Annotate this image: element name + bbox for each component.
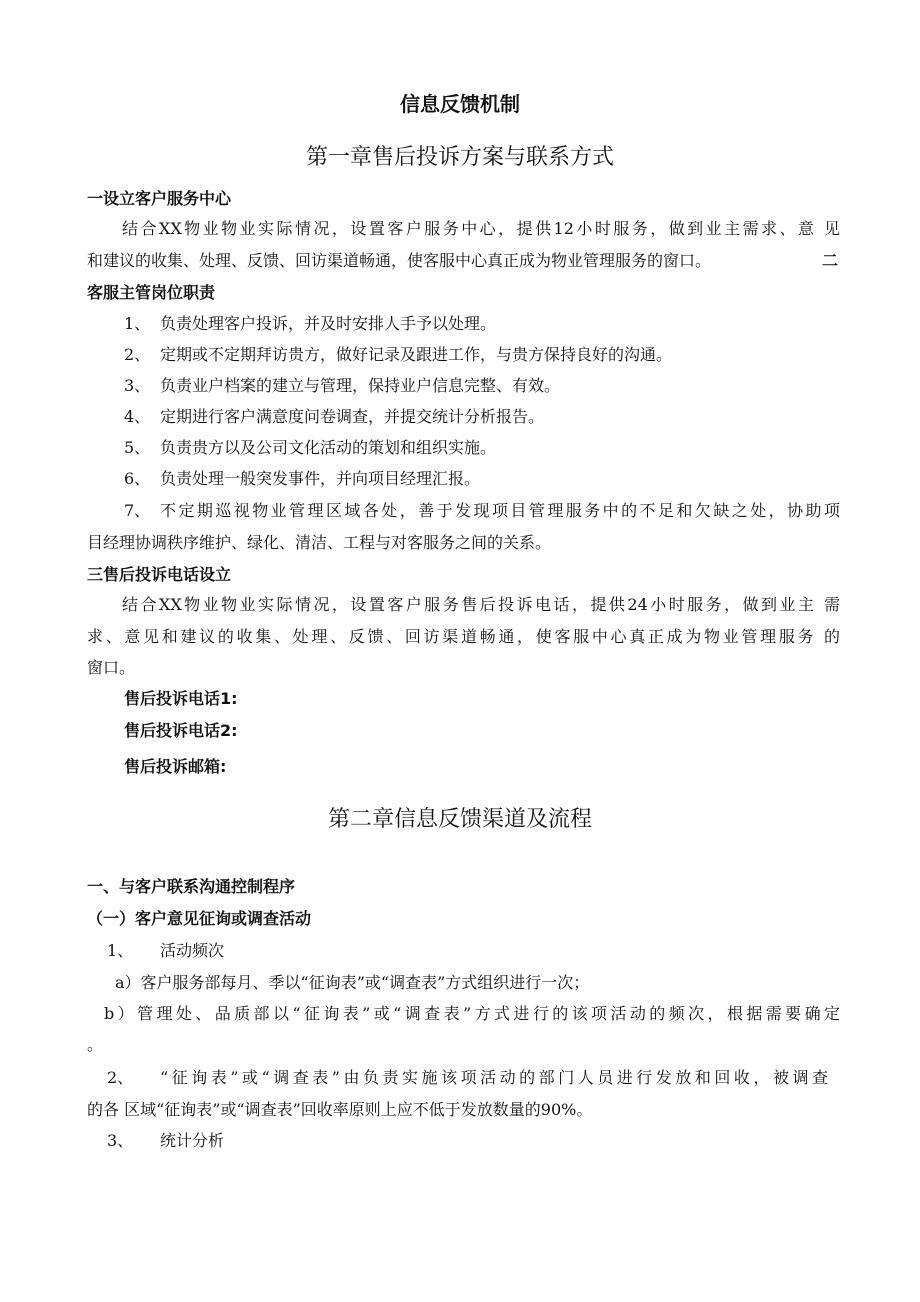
- list-item: 负责业户档案的建立与管理，保持业户信息完整、有效。: [160, 376, 561, 395]
- section3-heading: 三售后投诉电话设立: [87, 565, 232, 584]
- step-number: 1、: [107, 941, 134, 960]
- section3-para-line2: 求、意见和建议的收集、处理、反馈、回访渠道畅通，使客服中心真正成为物业管理服务 的: [87, 627, 840, 646]
- complaint-phone-1-label: 售后投诉电话1:: [124, 689, 238, 708]
- chapter2-sub1-heading: （一）客户意见征询或调查活动: [87, 909, 312, 928]
- step-text: 统计分析: [160, 1131, 225, 1150]
- list-item-number: 6、: [124, 469, 151, 488]
- step-number: 3、: [107, 1131, 134, 1150]
- document-title: 信息反馈机制: [400, 92, 520, 116]
- step2-line2: 的各 区域“征询表”或“调查表”回收率原则上应不低于发放数量的90%。: [87, 1100, 593, 1119]
- chapter1-title: 第一章售后投诉方案与联系方式: [305, 145, 614, 170]
- complaint-email-label: 售后投诉邮箱:: [124, 757, 227, 776]
- list-item-number: 5、: [124, 438, 151, 457]
- section1-para-line2: 和建议的收集、处理、反馈、回访渠道畅通，使客服中心真正成为物业管理服务的窗口。: [87, 251, 712, 270]
- step1-a: a）客户服务部每月、季以“征询表”或“调查表”方式组织进行一次；: [115, 973, 590, 992]
- list-item: 负责贵方以及公司文化活动的策划和组织实施。: [160, 438, 497, 457]
- list-item: 定期进行客户满意度问卷调查，并提交统计分析报告。: [160, 407, 545, 426]
- section2-number: 二: [822, 251, 839, 270]
- step-text: “征询表”或“调查表”由负责实施该项活动的部门人员进行发放和回收，被调查: [160, 1068, 828, 1087]
- list-item-number: 2、: [124, 345, 151, 364]
- list-item: 定期或不定期拜访贵方，做好记录及跟进工作，与贵方保持良好的沟通。: [160, 345, 673, 364]
- step-text: 活动频次: [160, 941, 225, 960]
- complaint-phone-2-label: 售后投诉电话2:: [124, 721, 238, 740]
- list-item-number: 4、: [124, 407, 151, 426]
- list-item-number: 3、: [124, 376, 151, 395]
- section1-heading: 一设立客户服务中心: [87, 189, 232, 208]
- list-item-number: 1、: [124, 314, 151, 333]
- section3-para-line1: 结合XX物业物业实际情况，设置客户服务售后投诉电话，提供24小时服务，做到业主 需: [122, 595, 840, 614]
- chapter2-section1-heading: 一、与客户联系沟通控制程序: [87, 877, 296, 896]
- list-item: 负责处理客户投诉，并及时安排人手予以处理。: [160, 314, 497, 333]
- step1-b-line2: 。: [87, 1035, 104, 1054]
- section3-para-line3: 窗口。: [87, 658, 136, 677]
- list-item-number: 7、: [124, 501, 151, 520]
- chapter2-title: 第二章信息反馈渠道及流程: [327, 807, 592, 832]
- section2-heading: 客服主管岗位职责: [87, 283, 216, 302]
- list-item: 不定期巡视物业管理区域各处，善于发现项目管理服务中的不足和欠缺之处，协助项: [160, 501, 840, 520]
- list-item-continuation: 目经理协调秩序维护、绿化、清洁、工程与对客服务之间的关系。: [87, 533, 552, 552]
- list-item: 负责处理一般突发事件，并向项目经理汇报。: [160, 469, 481, 488]
- step1-b-line1: b）管理处、品质部以“征询表”或“调查表”方式进行的该项活动的频次，根据需要确定: [104, 1004, 840, 1023]
- section1-para-line1: 结合XX物业物业实际情况，设置客户服务中心，提供12小时服务，做到业主需求、意 见: [122, 219, 840, 238]
- step-number: 2、: [107, 1068, 134, 1087]
